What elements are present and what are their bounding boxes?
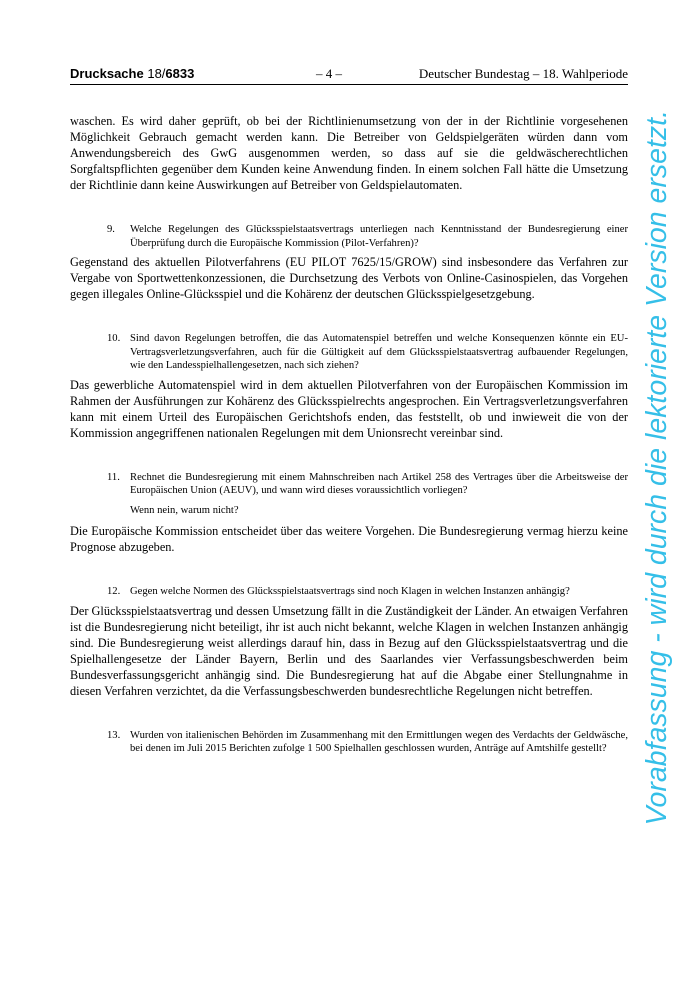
page-header	[70, 66, 628, 86]
watermark-text: Vorabfassung - wird durch die lektorierte Version ersetzt.	[641, 110, 673, 826]
header-rule	[70, 84, 628, 85]
question-number: 9.	[107, 224, 115, 235]
doc-number-prefix: 18/	[147, 66, 166, 81]
answer-12: Der Glücksspielstaatsvertrag und dessen Umsetzung fällt in die Zuständigkeit der Länder. An etwaigen Verfahren ist die Bundesregierung nicht beteiligt, ihr ist auch nicht bekannt, welche Klagen in welchen Instanzen anhängig sind. Die Bundesregierung weist allerdings darauf hin, dass in Bezug auf den Glücksspielstaatsvertrag und die Spielhallengesetze der Länder Bayern, Berlin und des Saarlandes vier Verfassungsbeschwerden beim Bundesverfassungsgericht anhängig sind. Die Bundesregierung hat auf die Abgabe einer Stellungnahme in diesen Verfahren verzichtet, da die Verfassungsbeschwerden bundesrechtliche Regelungen nicht betreffen.	[70, 603, 628, 698]
question-number: 10.	[107, 333, 121, 344]
question-text: Rechnet die Bundesregierung mit einem Mahnschreiben nach Artikel 258 des Vertrages über die Arbeitsweise der Europäischen Union (AEUV), und wann wird dieses voraussichtlich vorliegen?	[130, 471, 628, 496]
question-number: 13.	[107, 729, 121, 741]
question-text: Welche Regelungen des Glücksspielstaatsvertrags unterliegen nach Kenntnisstand der Bundesregierung einer Überprüfung durch die Europäische Kommission (Pilot-Verfahren)?	[130, 224, 628, 249]
question-text: Sind davon Regelungen betroffen, die das Automatenspiel betreffen und welche Konsequenzen könnte ein EU-Vertragsverletzungsverfahren, auch für die Gültigkeit auf dem Glücksspielstaatsvertrag aufbauender Regelungen, wie den Landesspielhallengesetzen, nach sich ziehen?	[130, 333, 628, 371]
question-number: 12.	[107, 586, 121, 597]
draft-watermark	[629, 110, 699, 910]
intro-paragraph: waschen. Es wird daher geprüft, ob bei der Richtlinienumsetzung von der in der Richtlinie vorgesehenen Möglichkeit Gebrauch gemacht werden kann. Die Betreiber von Geldspielgeräten würden dann vom Anwendungsbereich des GwG ausgenommen werden, so dass auf sie die geldwäscherechtlichen Sorgfaltspflichten gegenüber dem Kunden keine Anwendung finden. In einem solchen Fall hätte die Umsetzung der Richtlinie dann keine Auswirkungen auf Betreiber von Geldspielautomaten.	[70, 114, 628, 192]
publisher: Deutscher Bundestag – 18. Wahlperiode	[418, 66, 628, 81]
answer-10: Das gewerbliche Automatenspiel wird in dem aktuellen Pilotverfahren von der Europäischen Kommission im Rahmen der Ausführungen zur Kohärenz des Glücksspielrechts angesprochen. Ein Vertragsverletzungsverfahren kann mit einem Urteil des Europäischen Gerichtshofs enden, das feststellt, ob und inwieweit die von der Kommission angegriffenen nationalen Regelungen mit dem Unionsrecht vereinbar sind.	[70, 377, 628, 440]
question-number: 11.	[107, 471, 120, 483]
answer-11: Die Europäische Kommission entscheidet über das weitere Vorgehen. Die Bundesregierung vermag hierzu keine Prognose abzugeben.	[70, 524, 628, 554]
question-12	[70, 585, 628, 599]
question-text: Gegen welche Normen des Glücksspielstaatsvertrags sind noch Klagen in welchen Instanzen anhängig?	[130, 586, 570, 597]
question-9	[70, 223, 628, 250]
document-body	[70, 113, 628, 756]
question-11-sub: Wenn nein, warum nicht?	[130, 504, 239, 516]
question-13	[70, 729, 628, 756]
question-text: Wurden von italienischen Behörden im Zusammenhang mit den Ermittlungen wegen des Verdachts der Geldwäsche, bei denen im Juli 2015 Berichten zufolge 1 500 Spielhallen geschlossen wurden, Anträge auf Amtshilfe gestellt?	[130, 729, 628, 754]
question-10	[70, 332, 628, 373]
doc-label: Drucksache	[70, 66, 144, 81]
answer-9: Gegenstand des aktuellen Pilotverfahrens (EU PILOT 7625/15/GROW) sind insbesondere das Verfahren zur Vergabe von Sportwettenkonzessionen, die Durchsetzung des Verbots von Online-Casinospielen, das Vorgehen gegen illegales Online-Glücksspiel und die Kohärenz der deutschen Glücksspielgesetzgebung.	[70, 255, 628, 301]
doc-id	[70, 66, 194, 81]
doc-number: 6833	[165, 66, 195, 81]
question-11	[70, 471, 628, 498]
page-number: – 4 –	[316, 66, 342, 81]
